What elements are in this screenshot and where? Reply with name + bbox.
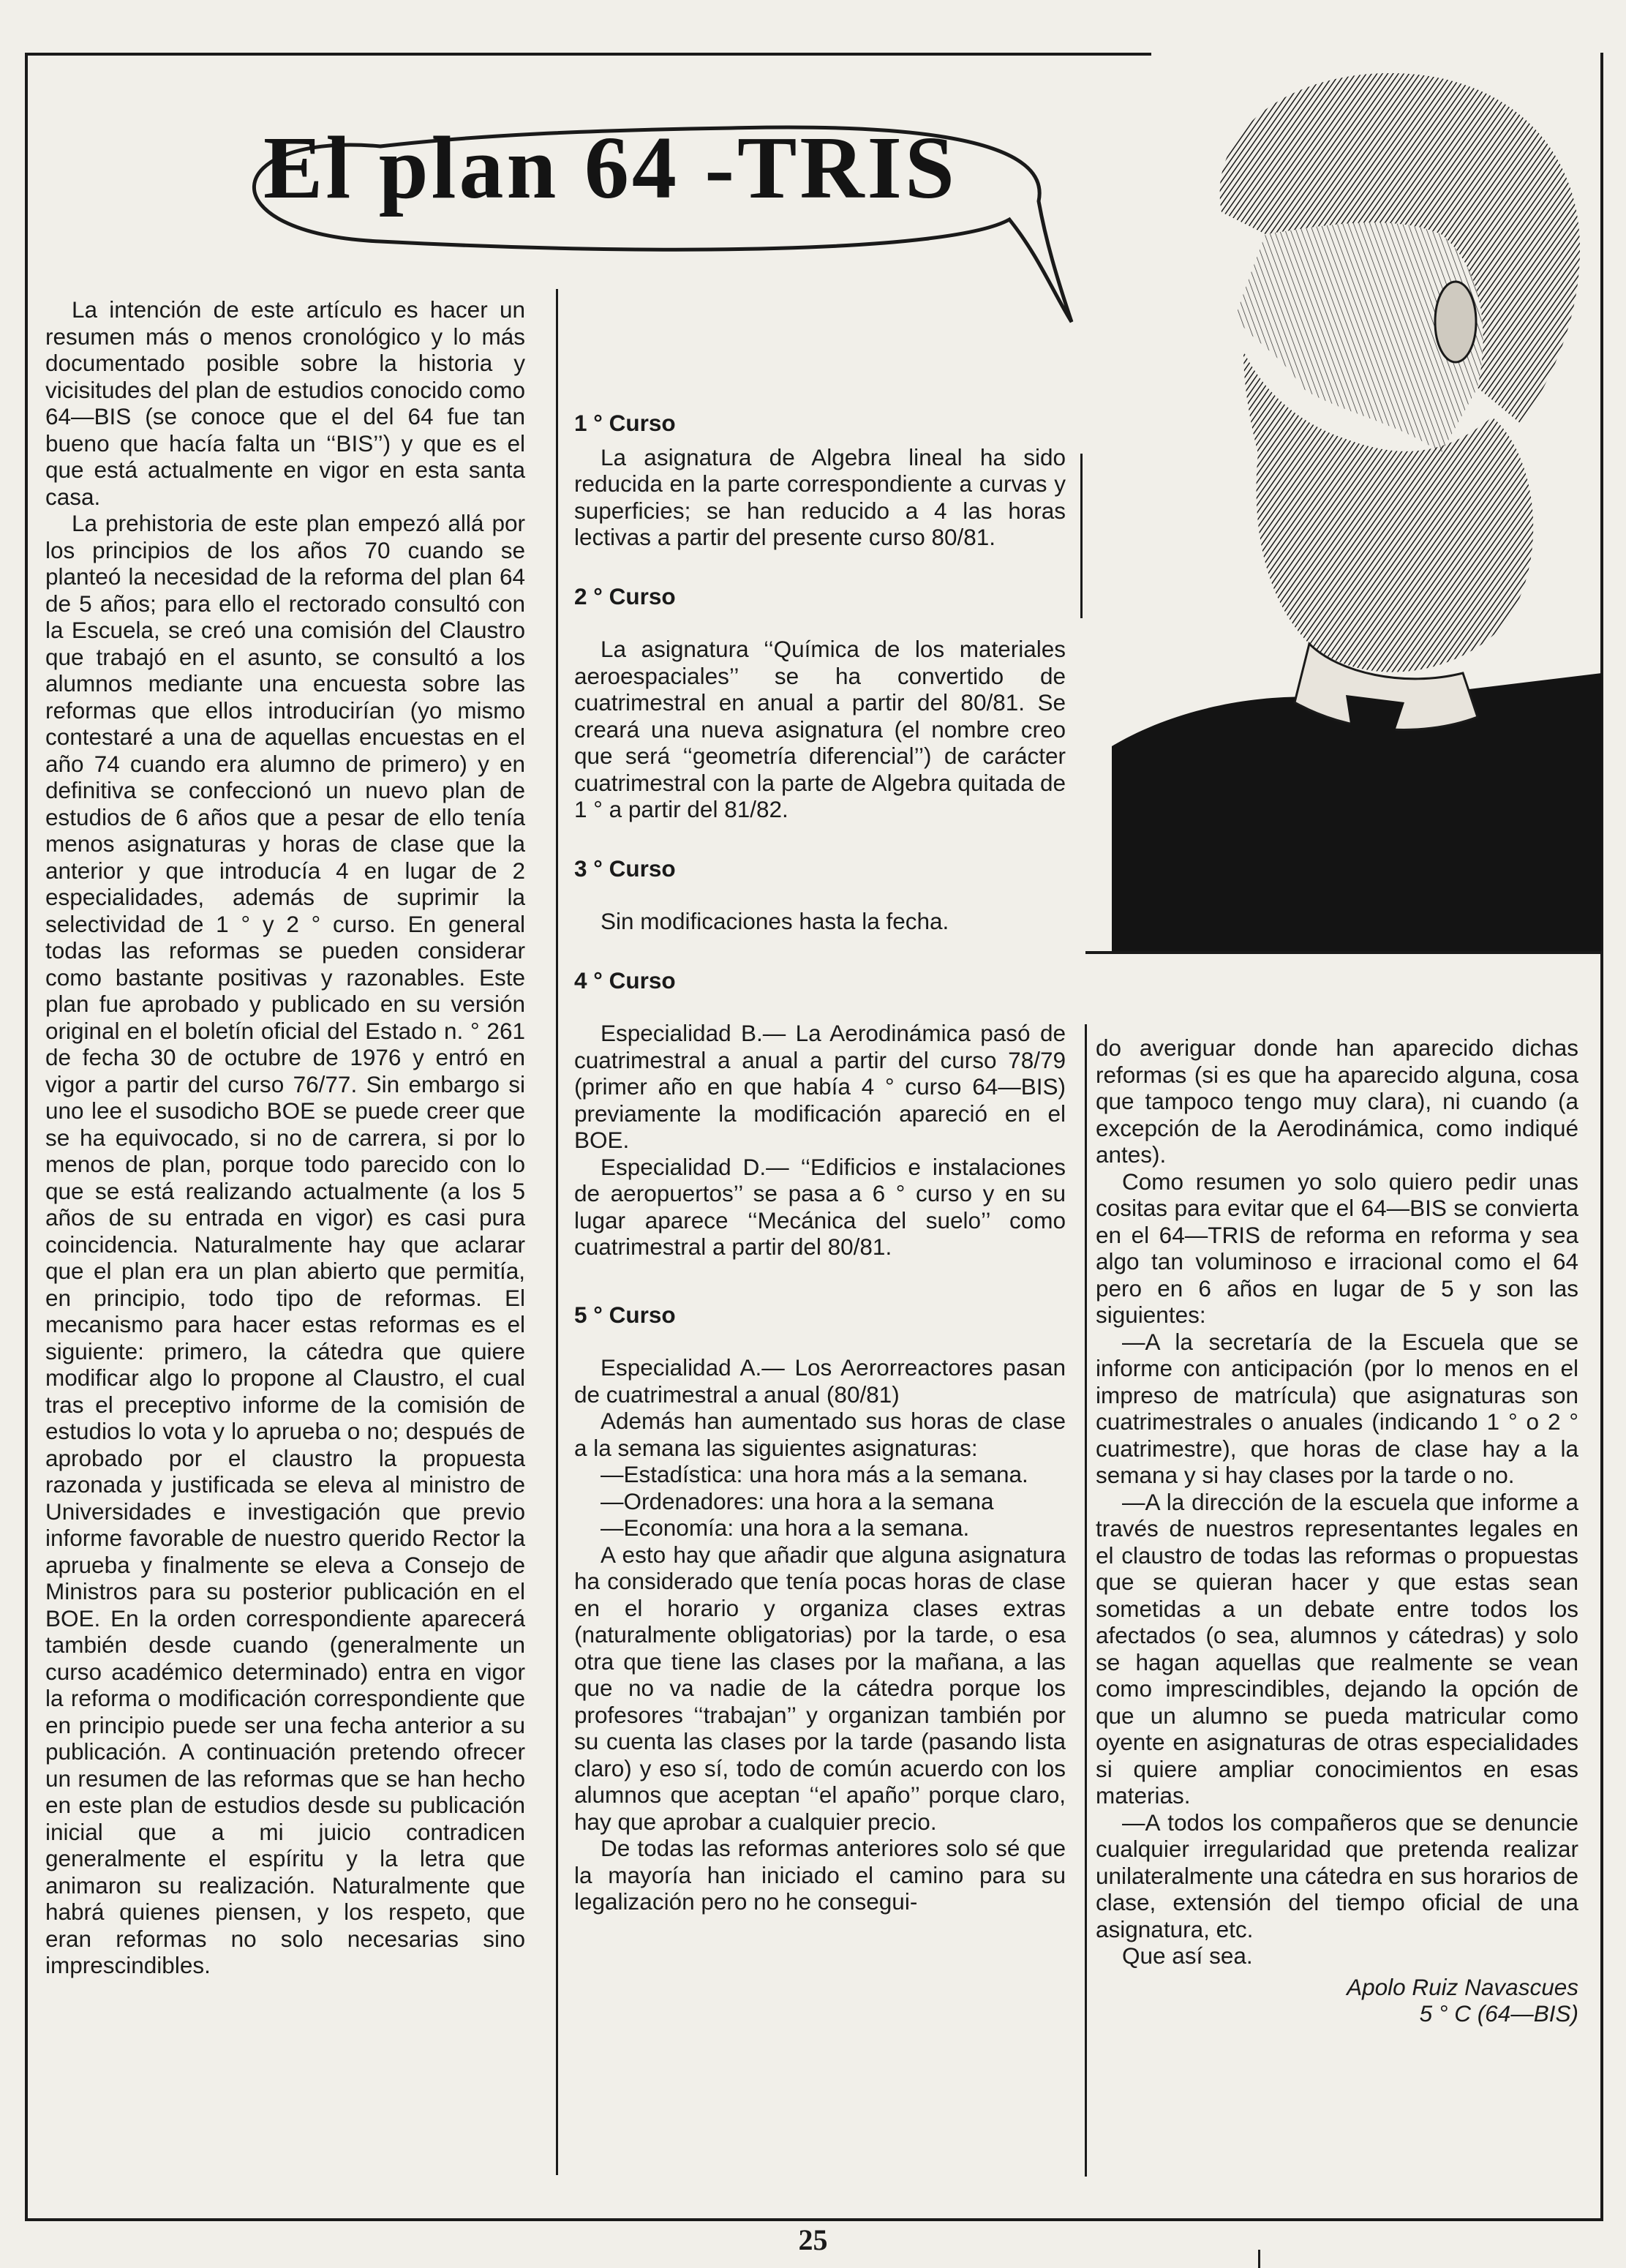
heading-curso-5: 5 ° Curso bbox=[574, 1301, 676, 1328]
author-course: 5 ° C (64—BIS) bbox=[1419, 2000, 1578, 2027]
list-item: —Economía: una hora a la semana. bbox=[601, 1514, 970, 1541]
heading-curso-2: 2 ° Curso bbox=[574, 582, 676, 609]
column-divider-short bbox=[1080, 454, 1083, 618]
portrait-illustration bbox=[1097, 44, 1602, 951]
paragraph: Especialidad D.— ‘‘Edificios e instalaciones de aeropuertos’’ se pasa a 6 ° curso y en su lugar aparece ‘‘Mecánica del suelo’’ como cuatrimestral a partir del 80/81. bbox=[574, 1153, 1066, 1260]
paragraph: Sin modificaciones hasta la fecha. bbox=[601, 908, 949, 934]
page-number: 25 bbox=[798, 2223, 828, 2256]
list-item: —Ordenadores: una hora a la semana bbox=[601, 1487, 994, 1514]
heading-curso-1: 1 ° Curso bbox=[574, 410, 676, 436]
paragraph: La asignatura ‘‘Química de los materiales aeroespaciales’’ se ha convertido de cuatrimestral en anual a partir del 80/81. Se creará una nueva asignatura (el nombre creo que será ‘‘geometría diferencial’’) de carácter cuatrimestral con la parte de Algebra quitada de 1 ° a partir del 81/82. bbox=[574, 636, 1066, 822]
column-middle bbox=[574, 410, 1066, 1915]
paragraph: A esto hay que añadir que alguna asignatura ha considerado que tenía pocas horas de clase en el horario y organiza clases extras (naturalmente obligatorias) por la tarde, o esa otra que tiene las clases por la mañana, a las que no va nadie de la cátedra porque los profesores ‘‘trabajan’’ y organizan también por su cuenta las clases por la tarde (pasando lista claro) y eso sí, todo de común acuerdo con los alumnos que aceptan ‘‘el apaño’’ porque claro, hay que aprobar a cualquier precio. bbox=[574, 1541, 1066, 1835]
portrait-bottom-rule bbox=[1085, 951, 1601, 954]
column-right bbox=[1096, 1035, 1578, 2027]
paragraph: —A la secretaría de la Escuela que se informe con anticipación (por lo menos en el impreso de matrícula) que asignaturas son cuatrimestrales o anuales (indicando 1 ° o 2 ° cuatrimestre), que horas de clase hay a la semana y si hay clases por la tarde o no. bbox=[1096, 1328, 1578, 1488]
paragraph: —A la dirección de la escuela que informe a través de nuestros representantes legales en el claustro de todas las reformas o propuestas que se quieran hacer y que estas sean sometidas a un debate entre todos los afectados (o sea, alumnos y cátedras) y solo se hagan aquellas que realmente se vean como imprescindibles, dejando la opción de que un alumno se pueda matricular como oyente en asignaturas de otras especialidades si quiere ampliar conocimientos en esas materias. bbox=[1096, 1488, 1578, 1809]
paragraph: Especialidad B.— La Aerodinámica pasó de cuatrimestral a anual a partir del curso 78/79 (primer año en que había 4 ° curso 64—BIS) previamente la modificación apareció en el BOE. bbox=[574, 1020, 1066, 1153]
paragraph: Especialidad A.— Los Aerorreactores pasan de cuatrimestral a anual (80/81) bbox=[574, 1354, 1066, 1408]
article-title: El plan 64 -TRIS bbox=[263, 119, 957, 217]
paragraph: Como resumen yo solo quiero pedir unas cositas para evitar que el 64—BIS se convierta en el 64—TRIS de reforma en reforma y sea algo tan voluminoso e irracional como el 64 pero en 6 años en lugar de 5 y son las siguientes: bbox=[1096, 1168, 1578, 1328]
author-name: Apolo Ruiz Navascues bbox=[1347, 1973, 1578, 2000]
subject-list bbox=[574, 1461, 1066, 1542]
heading-curso-3: 3 ° Curso bbox=[574, 855, 676, 882]
heading-curso-4: 4 ° Curso bbox=[574, 966, 676, 994]
paragraph: La asignatura de Algebra lineal ha sido reducida en la parte correspondiente a curvas y superficies; se han reducido a 4 las horas lectivas a partir del presente curso 80/81. bbox=[574, 443, 1066, 550]
paragraph: do averiguar donde han aparecido dichas reformas (si es que ha aparecido alguna, cosa que tampoco tengo muy clara), ni cuando (a excepción de la Aerodinámica, como indiqué antes). bbox=[1096, 1035, 1578, 1168]
column-divider-1 bbox=[556, 289, 558, 2175]
column-left bbox=[45, 296, 525, 1979]
crop-mark bbox=[1258, 2250, 1260, 2268]
paragraph: Además han aumentado sus horas de clase a la semana las siguientes asignaturas: bbox=[574, 1408, 1066, 1461]
paragraph: —A todos los compañeros que se denuncie cualquier irregularidad que pretenda realizar unilateralmente una cátedra en sus horarios de clase, extensión del tiempo oficial de una asignatura, etc. bbox=[1096, 1809, 1578, 1942]
paragraph: La intención de este artículo es hacer un resumen más o menos cronológico y lo más documentado posible sobre la historia y vicisitudes del plan de estudios conocido como 64—BIS (se conoce que el del 64 fue tan bueno que hacía falta un ‘‘BIS’’) y que es el que está actualmente en vigor en esta santa casa. bbox=[45, 296, 525, 510]
paragraph: La prehistoria de este plan empezó allá por los principios de los años 70 cuando se planteó la necesidad de la reforma del plan 64 de 5 años; para ello el rectorado consultó con la Escuela, se creó una comisión del Claustro que trabajó en el asunto, se consultó a los alumnos mediante una encuesta sobre las reformas que ellos introducirían (yo mismo contestaré a una de aquellas encuestas en el año 74 cuando era alumno de primero) y en definitiva se confeccionó un nuevo plan de estudios de 6 años que a pesar de ello tenía menos asignaturas y horas de clase que la anterior y que introducía 4 en lugar de 2 especialidades, además de suprimir la selectividad de 1 ° y 2 ° curso. En general todas las reformas se pueden considerar como bastante positivas y razonables. Este plan fue aprobado y publicado en su versión original en el boletín oficial del Estado n. ° 261 de fecha 30 de octubre de 1976 y entró en vigor a partir del curso 76/77. Sin embargo si uno lee el susodicho BOE se puede creer que se ha equivocado, si no de carrera, si por lo menos de plan, porque todo parecido con lo que se está realizando actualmente (a los 5 años de su entrada en vigor) es casi pura coincidencia. Naturalmente hay que aclarar que el plan era un plan abierto que permitía, en principio, todo tipo de reformas. El mecanismo para hacer estas reformas es el siguiente: primero, la cátedra que quiere modificar algo lo propone al Claustro, el cual tras el preceptivo informe de la comisión de estudios lo vota y lo aprueba o no; después de aprobado por el claustro la propuesta razonada y justificada se eleva al ministro de Universidades e investigación que previo informe favorable de nuestro querido Rector la aprueba y finalmente se eleva a Consejo de Ministros para su posterior publicación en el BOE. En la orden correspondiente aparecerá también desde cuando (generalmente un curso académico determinado) entra en vigor la reforma o modificación correspondiente que en principio puede ser una fecha anterior a su publicación. A continuación pretendo ofrecer un resumen de las reformas que se han hecho en este plan de estudios desde su publicación inicial que a mi juicio contradicen generalmente el espíritu y la letra que animaron su realización. Naturalmente que habrá quienes piensen, y los respeto, que eran reformas no solo necesarias sino imprescindibles. bbox=[45, 510, 525, 1978]
list-item: —Estadística: una hora más a la semana. bbox=[601, 1461, 1028, 1487]
paragraph: Que así sea. bbox=[1122, 1942, 1253, 1969]
paragraph: De todas las reformas anteriores solo sé que la mayoría han iniciado el camino para su legalización pero no he consegui- bbox=[574, 1835, 1066, 1915]
column-divider-2 bbox=[1085, 1024, 1087, 2177]
